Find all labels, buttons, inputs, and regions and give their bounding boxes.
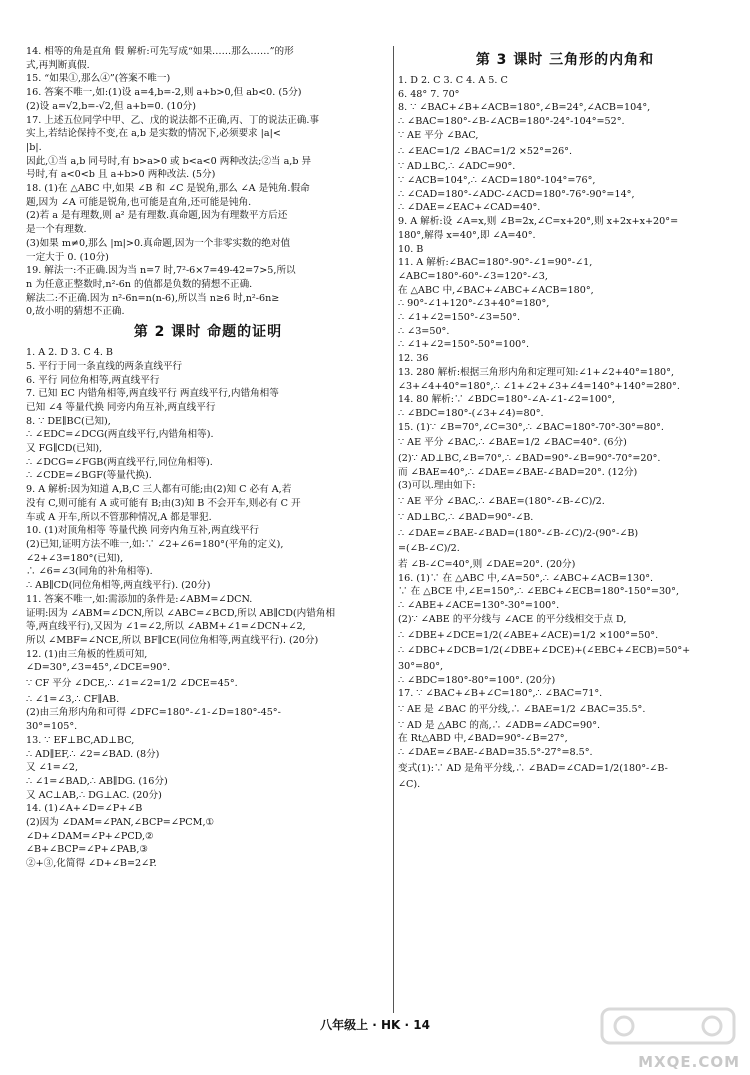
answer-line: ∴ ∠BAC=180°-∠B-∠ACB=180°-24°-104°=52°.: [398, 116, 625, 128]
answer-line: ∵ CF 平分 ∠DCE,∴ ∠1=∠2=1/2 ∠DCE=45°.: [26, 678, 238, 690]
answer-line: ∴ ∠DCG=∠FGB(两直线平行,同位角相等).: [26, 456, 213, 468]
answer-line: 9. A 解析:设 ∠A=x,则 ∠B=2x,∠C=x+20°,则 x+2x+x+20°=: [398, 216, 679, 228]
answer-line: ∠B+∠BCP=∠P+∠PAB,③: [26, 844, 149, 856]
answer-line: ∠D+∠DAM=∠P+∠PCD,②: [26, 830, 154, 842]
answer-line: ∴ ∠1+∠2=150°-50°=100°.: [398, 339, 530, 351]
section-heading: 第 3 课时 三角形的内角和: [475, 52, 655, 68]
answer-line: 变式(1):∵ AD 是角平分线,∴ ∠BAD=∠CAD=1/2(180°-∠B-: [398, 762, 668, 774]
answer-line: ∵ AE 平分 ∠BAC,∴ ∠BAE=1/2 ∠BAC=40°. (6分): [398, 437, 627, 449]
answer-line: 14. 80 解析:∵ ∠BDC=180°-∠A-∠1-∠2=100°,: [398, 394, 616, 406]
answer-line: 30°=80°,: [398, 660, 444, 672]
answer-line: 实上,若结论保持不变,在 a,b 是实数的情况下,必须要求 |a|<: [26, 128, 281, 140]
answer-line: 19. 解法一:不正确.因为当 n=7 时,7²-6×7=49-42=7>5,所以: [26, 265, 296, 277]
answer-line: 12. 36: [398, 353, 429, 365]
answer-line: (2)若 a 是有理数,则 a² 是有理数.真命题,因为有理数平方后还: [26, 210, 288, 222]
answer-line: n 为任意正整数时,n²-6n 的值都是负数的猜想不正确.: [26, 278, 253, 290]
answer-line: 已知 ∠4 等量代换 同旁内角互补,两直线平行: [26, 401, 216, 413]
answer-line: 17. 上述五位同学中甲、乙、戊的说法都不正确,丙、丁的说法正确.事: [26, 114, 320, 126]
answer-line: ∴ ∠3=50°.: [398, 325, 450, 337]
answer-line: 又 ∠1=∠2,: [26, 762, 79, 774]
answer-line: 车或 A 开车,所以不管那种情况,A 都是罪犯.: [26, 511, 212, 523]
answer-line: 15. (1)∵ ∠B=70°,∠C=30°,∴ ∠BAC=180°-70°-30°=80°.: [398, 421, 664, 433]
answer-line: ∴ ∠1+∠2=150°-∠3=50°.: [398, 312, 521, 324]
answer-line: 在 △ABC 中,∠BAC+∠ABC+∠ACB=180°,: [398, 284, 594, 296]
answer-line: (2)∵ ∠ABE 的平分线与 ∠ACE 的平分线相交于点 D,: [398, 613, 627, 625]
answer-line: =(∠B-∠C)/2.: [398, 543, 460, 555]
answer-line: ∴ 90°-∠1+120°-∠3+40°=180°,: [398, 298, 550, 310]
answer-line: 号时,有 a<0<b 且 a+b>0 两种改法. (5分): [26, 169, 216, 181]
answer-line: ∵ AD 是 △ABC 的高,∴ ∠ADB=∠ADC=90°.: [398, 719, 601, 731]
answer-line: ∴ ∠DBE+∠DCE=1/2(∠ABE+∠ACE)=1/2 ×100°=50°.: [398, 629, 659, 641]
answer-line: (2)设 a=√2,b=-√2,但 a+b=0. (10分): [26, 100, 197, 112]
column-divider: [393, 46, 394, 1013]
answer-line: 6. 48° 7. 70°: [398, 88, 460, 100]
answer-line: 是一个有理数.: [26, 224, 87, 236]
answer-line: 若 ∠B-∠C=40°,则 ∠DAE=20°. (20分): [398, 558, 576, 570]
answer-line: ∠D=30°,∠3=45°,∠DCE=90°.: [26, 662, 171, 674]
answer-line: ∴ AB∥CD(同位角相等,两直线平行). (20分): [26, 580, 211, 592]
answer-line: 16. 答案不唯一,如:(1)设 a=4,b=-2,则 a+b>0,但 ab<0. (5分): [26, 87, 302, 99]
answer-line: ∵ AE 平分 ∠BAC,: [398, 129, 479, 141]
answer-line: ∴ ∠6=∠3(同角的补角相等).: [26, 566, 153, 578]
answer-line: ∴ ∠ABE+∠ACE=130°-30°=100°.: [398, 600, 560, 612]
answer-line: ∴ ∠DAE=∠EAC+∠CAD=40°.: [398, 202, 541, 214]
answer-line: 题,因为 ∠A 可能是锐角,也可能是直角,还可能是钝角.: [26, 196, 252, 208]
answer-line: 式,再判断真假.: [26, 59, 90, 71]
answer-line: 8. ∵ DE∥BC(已知),: [26, 415, 111, 427]
answer-line: 又 AC⊥AB,∴ DG⊥AC. (20分): [26, 789, 162, 801]
answer-line: 8. ∵ ∠BAC+∠B+∠ACB=180°,∠B=24°,∠ACB=104°,: [398, 102, 651, 114]
answer-line: 13. 280 解析:根据三角形内角和定理可知:∠1+∠2+40°=180°,: [398, 366, 675, 378]
answer-line: 而 ∠BAE=40°,∴ ∠DAE=∠BAE-∠BAD=20°. (12分): [398, 466, 638, 478]
answer-line: ∴ ∠DAE=∠BAE-∠BAD=(180°-∠B-∠C)/2-(90°-∠B): [398, 527, 639, 539]
answer-line: 因此,①当 a,b 同号时,有 b>a>0 或 b<a<0 两种改法;②当 a,b 异: [26, 155, 312, 167]
answer-line: 0,故小明的猜想不正确.: [26, 306, 125, 318]
answer-line: 1. A 2. D 3. C 4. B: [26, 347, 113, 359]
answer-line: ∵ AE 是 ∠BAC 的平分线,∴ ∠BAE=1/2 ∠BAC=35.5°.: [398, 704, 646, 716]
answer-line: 11. A 解析:∠BAC=180°-90°-∠1=90°-∠1,: [398, 257, 593, 269]
answer-line: 15. “如果①,那么④”(答案不唯一): [26, 73, 171, 85]
answer-line: ∴ ∠1=∠BAD,∴ AB∥DG. (16分): [26, 775, 168, 787]
answer-line: 1. D 2. C 3. C 4. A 5. C: [398, 75, 508, 87]
answer-line: ②+③,化简得 ∠D+∠B=2∠P.: [26, 858, 157, 870]
answer-line: 30°=105°.: [26, 721, 78, 733]
answer-line: 所以 ∠MBF=∠NCE,所以 BF∥CE(同位角相等,两直线平行). (20分): [26, 634, 319, 646]
answer-line: ∠3+∠4+40°=180°,∴ ∠1+∠2+∠3+∠4=140°+140°=280°.: [398, 380, 680, 392]
answer-line: 没有 C,则可能有 A 或可能有 B;由(3)知 B 不会开车,则必有 C 开: [26, 497, 301, 509]
answer-line: ∵ AD⊥BC,∴ ∠BAD=90°-∠B.: [398, 511, 534, 523]
answer-line: 等,两直线平行),又因为 ∠1=∠2,所以 ∠ABM+∠1=∠DCN+∠2,: [26, 621, 306, 633]
right-column: [398, 46, 732, 1013]
answer-line: 10. B: [398, 243, 424, 255]
answer-line: 14. 相等的角是直角 假 解析:可先写成“如果……那么……”的形: [26, 46, 294, 57]
answer-line: 9. A 解析:因为知道 A,B,C 三人都有可能;由(2)知 C 必有 A,若: [26, 484, 292, 496]
section-heading: 第 2 课时 命题的证明: [133, 324, 283, 341]
answer-line: 在 Rt△ABD 中,∠BAD=90°-∠B=27°,: [398, 733, 568, 745]
answer-line: 16. (1)∵ 在 △ABC 中,∠A=50°,∴ ∠ABC+∠ACB=130°.: [398, 572, 654, 584]
answer-line: (3)如果 m≠0,那么 |m|>0.真命题,因为一个非零实数的绝对值: [26, 237, 291, 249]
answer-line: ∴ ∠CDE=∠BGF(等量代换).: [26, 470, 152, 482]
answer-line: ∵ 在 △BCE 中,∠E=150°,∴ ∠EBC+∠ECB=180°-150°=30°,: [398, 586, 679, 598]
answer-line: 又 FG∥CD(已知),: [26, 443, 103, 455]
answer-line: ∴ ∠EDC=∠DCG(两直线平行,内错角相等).: [26, 429, 214, 441]
answer-line: 解法二:不正确.因为 n²-6n=n(n-6),所以当 n≥6 时,n²-6n≥: [26, 292, 280, 304]
answer-line: ∴ ∠1=∠3,∴ CF∥AB.: [26, 693, 120, 705]
answer-line: ∵ ∠ACB=104°,∴ ∠ACD=180°-104°=76°,: [398, 175, 596, 186]
answer-line: ∴ ∠EAC=1/2 ∠BAC=1/2 ×52°=26°.: [398, 145, 573, 157]
answer-line: 12. (1)由三角板的性质可知,: [26, 648, 148, 660]
answer-line: 180°,解得 x=40°,即 ∠A=40°.: [398, 229, 536, 241]
answer-line: 13. ∵ EF⊥BC,AD⊥BC,: [26, 734, 135, 746]
answer-line: 6. 平行 同位角相等,两直线平行: [26, 374, 160, 386]
answer-line: ∴ ∠DAE=∠BAE-∠BAD=35.5°-27°=8.5°.: [398, 747, 593, 759]
answer-line: ∠ABC=180°-60°-∠3=120°-∠3,: [398, 270, 548, 282]
answer-line: |b|.: [26, 141, 42, 153]
answer-line: ∠C).: [398, 778, 421, 790]
answer-line: ∠2+∠3=180°(已知),: [26, 552, 124, 564]
answer-line: (2)已知,证明方法不唯一,如:∵ ∠2+∠6=180°(平角的定义),: [26, 538, 284, 550]
answer-line: ∴ ∠BDC=180°-(∠3+∠4)=80°.: [398, 407, 544, 419]
answer-line: 7. 已知 EC 内错角相等,两直线平行 两直线平行,内错角相等: [26, 388, 279, 400]
watermark-text: MXQE.COM: [638, 1052, 740, 1071]
answer-line: (2)∵ AD⊥BC,∠B=70°,∴ ∠BAD=90°-∠B=90°-70°=20°.: [398, 453, 661, 465]
answer-line: 10. (1)对顶角相等 等量代换 同旁内角互补,两直线平行: [26, 525, 259, 537]
answer-line: 证明:因为 ∠ABM=∠DCN,所以 ∠ABC=∠BCD,所以 AB∥CD(内错角相: [26, 607, 336, 619]
answer-line: 11. 答案不唯一,如:需添加的条件是:∠ABM=∠DCN.: [26, 593, 253, 605]
answer-line: ∵ AE 平分 ∠BAC,∴ ∠BAE=(180°-∠B-∠C)/2.: [398, 496, 605, 508]
answer-line: ∴ AD∥EF,∴ ∠2=∠BAD. (8分): [26, 748, 160, 760]
answer-line: 18. (1)在 △ABC 中,如果 ∠B 和 ∠C 是锐角,那么 ∠A 是钝角.假命: [26, 183, 310, 195]
answer-line: 一定大于 0. (10分): [26, 251, 109, 263]
answer-line: (2)由三角形内角和可得 ∠DFC=180°-∠1-∠D=180°-45°-: [26, 707, 281, 719]
answer-line: (2)因为 ∠DAM=∠PAN,∠BCP=∠PCM,①: [26, 817, 215, 829]
answer-line: (3)可以.理由如下:: [398, 480, 476, 492]
answer-line: 14. (1)∠A+∠D=∠P+∠B: [26, 803, 143, 815]
answer-line: 5. 平行于同一条直线的两条直线平行: [26, 360, 183, 372]
answer-line: ∴ ∠CAD=180°-∠ADC-∠ACD=180°-76°-90°=14°,: [398, 188, 635, 200]
answer-line: ∴ ∠DBC+∠DCB=1/2(∠DBE+∠DCE)+(∠EBC+∠ECB)=50°+: [398, 645, 691, 657]
left-column: [26, 46, 390, 1013]
answer-line: 17. ∵ ∠BAC+∠B+∠C=180°,∴ ∠BAC=71°.: [398, 688, 603, 700]
page-footer: 八年级上 · HK · 14: [320, 1018, 430, 1032]
answer-line: ∵ AD⊥BC,∴ ∠ADC=90°.: [398, 161, 516, 173]
answer-line: ∴ ∠BDC=180°-80°=100°. (20分): [398, 674, 556, 686]
